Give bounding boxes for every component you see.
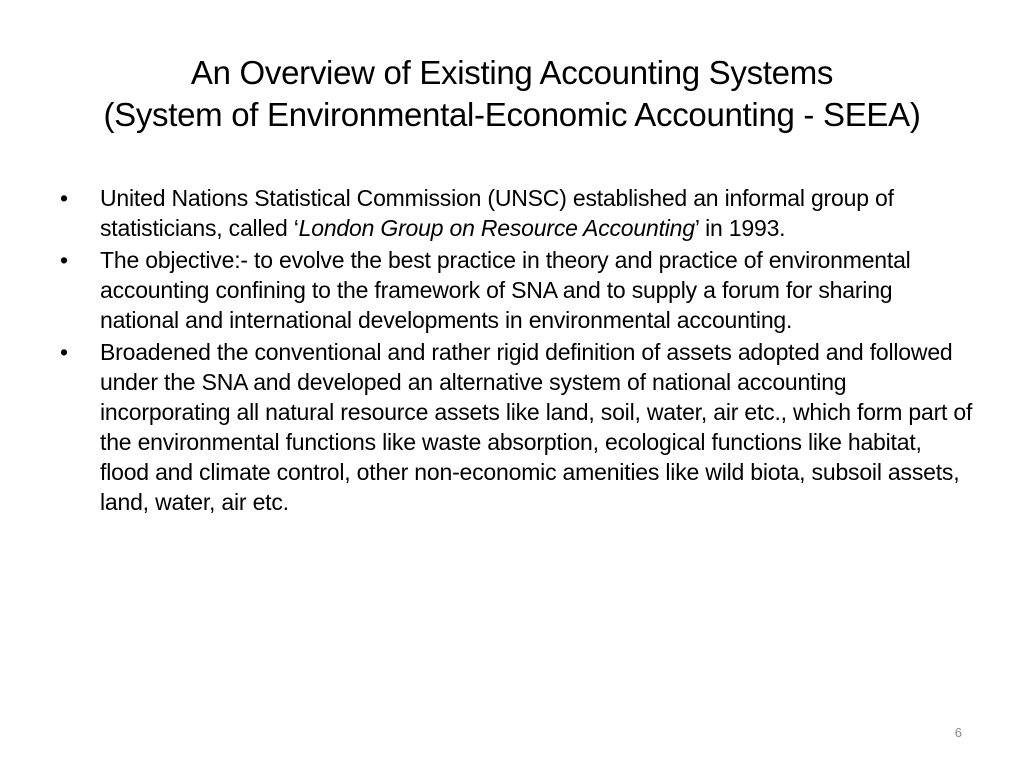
bullet-item-unsc	[56, 183, 976, 243]
bullet-list	[56, 183, 976, 519]
bullet-item-broadened	[56, 337, 976, 517]
bullet-text: The objective:- to evolve the best practice in theory and practice of environmental accounting confining to the framework of SNA and to supply a forum for sharing national and international developments in environmental accounting.	[100, 247, 911, 333]
bullet-text-italic: London Group on Resource Accounting	[298, 215, 695, 241]
slide-title	[40, 52, 984, 136]
title-line-2: (System of Environmental-Economic Accounting - SEEA)	[103, 96, 921, 133]
page-number: 6	[954, 725, 962, 740]
bullet-text-after: ’ in 1993.	[694, 215, 786, 241]
bullet-text-before: United Nations Statistical Commission (UNSC) established an informal group of statisticians, called ‘	[100, 185, 894, 241]
bullet-icon: •	[60, 185, 68, 211]
title-line-1: An Overview of Existing Accounting Systems	[190, 54, 834, 91]
bullet-icon: •	[60, 339, 68, 365]
bullet-item-objective	[56, 245, 976, 335]
bullet-text	[100, 185, 894, 241]
bullet-icon: •	[60, 247, 68, 273]
bullet-text: Broadened the conventional and rather rigid definition of assets adopted and followed under the SNA and developed an alternative system of national accounting incorporating all natural resource assets like land, soil, water, air etc., which form part of the environmental functions like waste absorption, ecological functions like habitat, flood and climate control, other non-economic amenities like wild biota, subsoil assets, land, water, air etc.	[100, 339, 973, 515]
